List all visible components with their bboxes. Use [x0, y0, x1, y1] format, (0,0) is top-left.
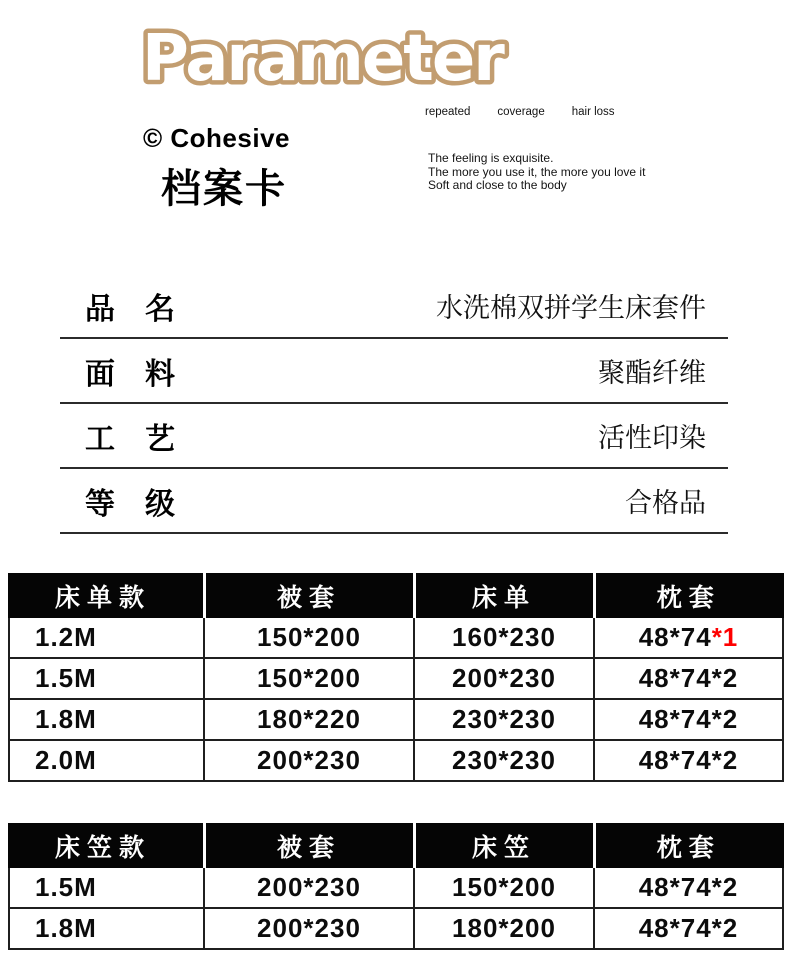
table-cell: 1.5M: [9, 658, 204, 699]
table-cell: 2.0M: [9, 740, 204, 781]
pillow-size: 48*74: [638, 622, 712, 652]
table-cell: 150*200: [204, 617, 414, 658]
column-header: 床单款: [9, 574, 204, 617]
tagline-line: The feeling is exquisite.: [428, 151, 554, 165]
spec-row-grade: [60, 469, 728, 534]
table-cell: 160*230: [414, 617, 594, 658]
table-cell: 48*74*2: [594, 699, 783, 740]
keyword: coverage: [497, 106, 545, 118]
table-cell: 1.8M: [9, 699, 204, 740]
table-cell: 180*220: [204, 699, 414, 740]
table-cell: 1.2M: [9, 617, 204, 658]
spec-list: [60, 274, 728, 534]
page-title: [136, 10, 516, 102]
spec-row-craft: [60, 404, 728, 469]
keyword: hair loss: [571, 106, 615, 118]
table-row: [9, 740, 783, 781]
spec-label: 品 名: [85, 292, 175, 326]
table-header-row: [9, 824, 783, 867]
table-row: [9, 908, 783, 949]
table-row: [9, 867, 783, 908]
column-header: 被套: [204, 574, 414, 617]
size-table-fitted: [8, 823, 784, 950]
page-title-text: Parameter: [142, 22, 503, 96]
column-header: 被套: [204, 824, 414, 867]
keyword-row: [425, 106, 615, 118]
table-cell: 1.5M: [9, 867, 204, 908]
table-cell: 48*74*2: [594, 908, 783, 949]
table-cell: 150*200: [414, 867, 594, 908]
bubble-title-graphic: [136, 10, 516, 102]
column-header: 床单: [414, 574, 594, 617]
spec-label: 面 料: [85, 357, 175, 391]
tagline-line: The more you use it, the more you love it: [428, 164, 646, 179]
table-cell: 48*74*2: [594, 867, 783, 908]
table-cell: 180*200: [414, 908, 594, 949]
column-header: 床笠: [414, 824, 594, 867]
spec-value: 合格品: [625, 488, 706, 518]
table-header-row: [9, 574, 783, 617]
table-row: [9, 617, 783, 658]
table-cell: 150*200: [204, 658, 414, 699]
tagline-line: Soft and close to the body: [428, 178, 567, 192]
spec-value: 活性印染: [598, 423, 706, 453]
table-cell: 200*230: [204, 740, 414, 781]
spec-label: 等 级: [85, 487, 175, 521]
table-row: [9, 658, 783, 699]
spec-row-fabric: [60, 339, 728, 404]
size-table-sheet: [8, 573, 784, 782]
table-cell: [594, 617, 783, 658]
table-cell: 200*230: [204, 908, 414, 949]
table-cell: 200*230: [204, 867, 414, 908]
column-header: 床笠款: [9, 824, 204, 867]
brand-card-name: 档案卡: [161, 167, 287, 211]
table-cell: 230*230: [414, 740, 594, 781]
keyword: repeated: [425, 106, 471, 118]
spec-value: 聚酯纤维: [598, 358, 706, 388]
column-header: 枕套: [594, 824, 783, 867]
table-cell: 200*230: [414, 658, 594, 699]
table-cell: 1.8M: [9, 908, 204, 949]
table-cell: 48*74*2: [594, 658, 783, 699]
table-row: [9, 699, 783, 740]
spec-label: 工 艺: [85, 422, 175, 456]
table-cell: 230*230: [414, 699, 594, 740]
table-cell: 48*74*2: [594, 740, 783, 781]
red-quantity-note: *1: [711, 622, 739, 652]
tagline-block: [428, 152, 645, 193]
spec-row-product-name: [60, 274, 728, 339]
spec-value: 水洗棉双拼学生床套件: [436, 293, 706, 323]
brand-copyright: © Cohesive: [143, 123, 290, 153]
column-header: 枕套: [594, 574, 783, 617]
